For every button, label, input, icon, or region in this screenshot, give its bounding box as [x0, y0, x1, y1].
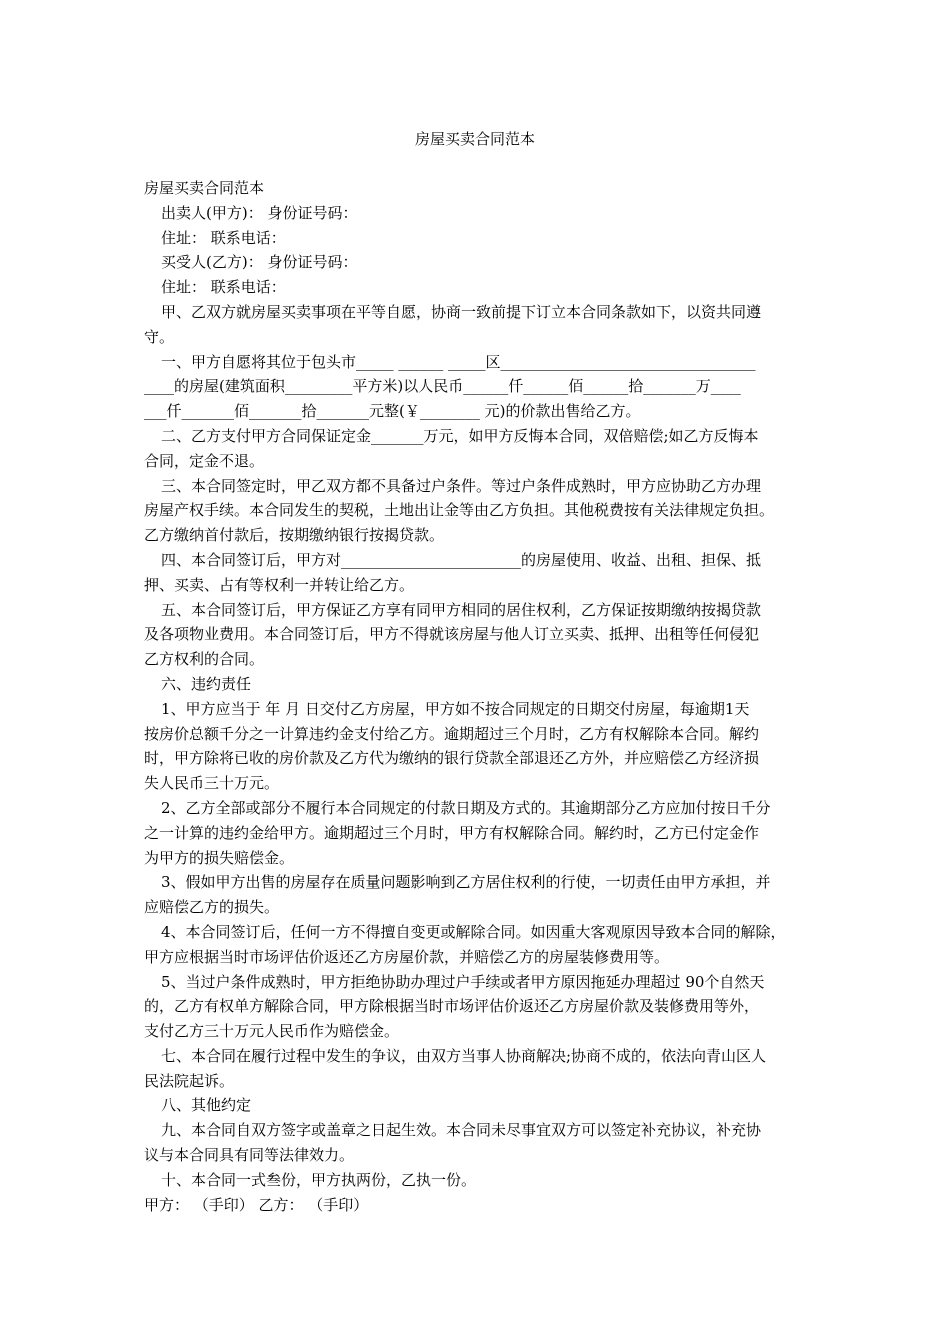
contract-line: 五、本合同签订后，甲方保证乙方享有同甲方相同的居住权利，乙方保证按期缴纳按揭贷款 — [161, 600, 762, 619]
contract-line: 六、违约责任 — [161, 674, 252, 693]
contract-line: 3、假如甲方出售的房屋存在质量问题影响到乙方居住权利的行使，一切责任由甲方承担，并 — [161, 873, 771, 892]
contract-body — [144, 176, 814, 1217]
contract-line: 之一计算的违约金给甲方。逾期超过三个月时，甲方有权解除合同。解约时，乙方已付定金作 — [144, 823, 760, 842]
contract-line: 四、本合同签订后，甲方对________________________的房屋使用、收益、出租、担保、抵 — [161, 550, 762, 569]
contract-line: 甲方应根据当时市场评估价返还乙方房屋价款，并赔偿乙方的房屋装修费用等。 — [144, 947, 670, 966]
contract-line: 房屋产权手续。本合同发生的契税，土地出让金等由乙方负担。其他税费按有关法律规定负担。 — [144, 501, 775, 520]
contract-line: ___仟_______佰_______拾_______元整(￥________ 元)的价款出售给乙方。 — [144, 402, 641, 421]
contract-line: 守。 — [144, 327, 175, 346]
contract-line: ____的房屋(建筑面积_________平方米)以人民币______仟______佰______拾_______万____ — [144, 377, 741, 396]
contract-line: 失人民币三十万元。 — [144, 774, 280, 793]
contract-line: 的，乙方有权单方解除合同，甲方除根据当时市场评估价返还乙方房屋价款及装修费用等外， — [144, 997, 760, 1016]
contract-line: 买受人(乙方)： 身份证号码： — [161, 253, 358, 272]
contract-line: 应赔偿乙方的损失。 — [144, 898, 280, 917]
contract-line: 支付乙方三十万元人民币作为赔偿金。 — [144, 1022, 400, 1041]
contract-line: 议与本合同具有同等法律效力。 — [144, 1146, 355, 1165]
contract-line: 七、本合同在履行过程中发生的争议，由双方当事人协商解决;协商不成的，依法向青山区人 — [161, 1046, 767, 1065]
contract-line: 5、当过户条件成熟时，甲方拒绝协助办理过户手续或者甲方原因拖延办理超过 90个自然天 — [161, 972, 765, 991]
contract-line: 二、乙方支付甲方合同保证定金_______万元，如甲方反悔本合同，双倍赔偿;如乙方反悔本 — [161, 426, 759, 445]
contract-line: 时，甲方除将已收的房价款及乙方代为缴纳的银行贷款全部退还乙方外，并应赔偿乙方经济损 — [144, 749, 760, 768]
contract-line: 4、本合同签订后，任何一方不得擅自变更或解除合同。如因重大客观原因导致本合同的解除， — [161, 922, 786, 941]
contract-line: 2、乙方全部或部分不履行本合同规定的付款日期及方式的。其逾期部分乙方应加付按日千分 — [161, 798, 771, 817]
contract-line: 民法院起诉。 — [144, 1071, 235, 1090]
contract-line: 八、其他约定 — [161, 1096, 252, 1115]
contract-line: 乙方缴纳首付款后，按期缴纳银行按揭贷款。 — [144, 526, 445, 545]
contract-line: 合同，定金不退。 — [144, 451, 265, 470]
contract-line: 三、本合同签定时，甲乙双方都不具备过户条件。等过户条件成熟时，甲方应协助乙方办理 — [161, 476, 762, 495]
contract-line: 及各项物业费用。本合同签订后，甲方不得就该房屋与他人订立买卖、抵押、出租等任何侵犯 — [144, 625, 760, 644]
contract-line: 甲、乙双方就房屋买卖事项在平等自愿，协商一致前提下订立本合同条款如下，以资共同遵 — [161, 302, 762, 321]
document-title: 房屋买卖合同范本 — [414, 130, 535, 148]
contract-line: 十、本合同一式叁份，甲方执两份，乙执一份。 — [161, 1170, 477, 1189]
contract-line: 住址： 联系电话： — [161, 278, 286, 297]
contract-line: 甲方： （手印） 乙方： （手印） — [144, 1195, 369, 1214]
contract-line: 出卖人(甲方)： 身份证号码： — [161, 203, 358, 222]
contract-line: 按房价总额千分之一计算违约金支付给乙方。逾期超过三个月时，乙方有权解除本合同。解约 — [144, 724, 760, 743]
contract-line: 九、本合同自双方签字或盖章之日起生效。本合同未尽事宜双方可以签定补充协议，补充协 — [161, 1121, 762, 1140]
contract-line: 房屋买卖合同范本 — [144, 179, 265, 197]
contract-line: 1、甲方应当于 年 月 日交付乙方房屋，甲方如不按合同规定的日期交付房屋，每逾期1天 — [161, 699, 750, 718]
contract-line: 一、甲方自愿将其位于包头市_____ ______ _____区__________________________________ — [161, 352, 756, 371]
contract-line: 押、买卖、占有等权利一并转让给乙方。 — [144, 575, 415, 594]
contract-line: 住址： 联系电话： — [161, 228, 286, 247]
contract-line: 乙方权利的合同。 — [144, 650, 265, 669]
contract-line: 为甲方的损失赔偿金。 — [144, 848, 295, 867]
